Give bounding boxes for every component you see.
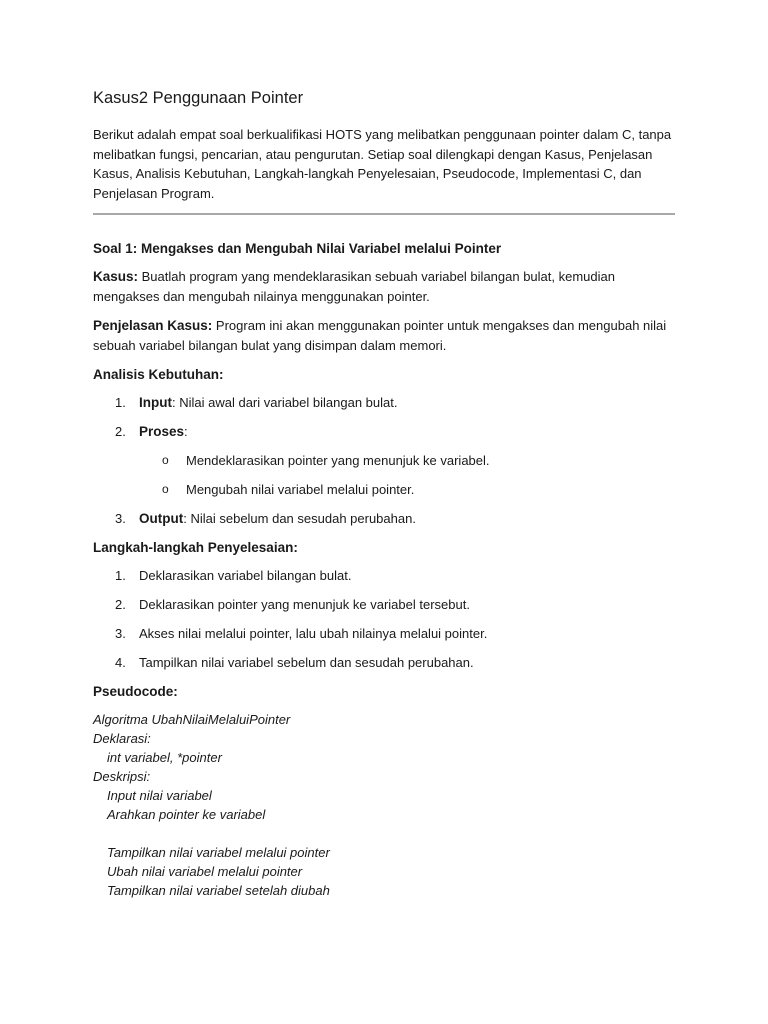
langkah-text: Akses nilai melalui pointer, lalu ubah nilainya melalui pointer.: [139, 626, 488, 641]
proses-text: :: [184, 424, 188, 439]
horizontal-divider: [93, 213, 675, 215]
pseudocode-line: Tampilkan nilai variabel setelah diubah: [107, 883, 330, 898]
langkah-text: Deklarasikan pointer yang menunjuk ke variabel tersebut.: [139, 597, 470, 612]
analisis-item-input: [93, 393, 675, 412]
kasus-text: Buatlah program yang mendeklarasikan sebuah variabel bilangan bulat, kemudian mengakses dan mengubah nilainya menggunakan pointer.: [93, 269, 615, 304]
pseudocode-block: [93, 710, 675, 900]
list-number: 3.: [115, 511, 126, 526]
pseudocode-line: Ubah nilai variabel melalui pointer: [107, 864, 303, 879]
langkah-item: [93, 566, 675, 585]
kasus-paragraph: [93, 267, 675, 306]
analisis-item-output: [93, 509, 675, 528]
proses-subitem: [139, 451, 675, 470]
analisis-item-proses: [93, 422, 675, 499]
penjelasan-paragraph: [93, 316, 675, 355]
document-content: [93, 87, 675, 900]
proses-subitem-text: Mengubah nilai variabel melalui pointer.: [186, 482, 415, 497]
analisis-heading: Analisis Kebutuhan:: [93, 367, 224, 382]
proses-label: Proses: [139, 424, 185, 439]
langkah-list: [93, 566, 675, 672]
proses-sublist: [139, 451, 675, 499]
kasus-label: Kasus:: [93, 269, 139, 284]
pseudocode-line: Deklarasi:: [93, 731, 151, 746]
proses-subitem-text: Mendeklarasikan pointer yang menunjuk ke variabel.: [186, 453, 490, 468]
soal-1-title: Soal 1: Mengakses dan Mengubah Nilai Variabel melalui Pointer: [93, 241, 502, 256]
proses-subitem: [139, 480, 675, 499]
pseudocode-blank-line: [93, 824, 675, 843]
penjelasan-text: Program ini akan menggunakan pointer untuk mengakses dan mengubah nilai sebuah variabel bilangan bulat yang disimpan dalam memori.: [93, 318, 667, 353]
langkah-item: [93, 653, 675, 672]
langkah-text: Deklarasikan variabel bilangan bulat.: [139, 568, 352, 583]
circle-bullet-icon: o: [162, 453, 169, 467]
output-label: Output: [139, 511, 184, 526]
penjelasan-label: Penjelasan Kasus:: [93, 318, 213, 333]
list-number: 2.: [115, 597, 126, 612]
pseudocode-line: Algoritma UbahNilaiMelaluiPointer: [93, 712, 291, 727]
output-text: : Nilai sebelum dan sesudah perubahan.: [183, 511, 416, 526]
input-text: : Nilai awal dari variabel bilangan bulat.: [172, 395, 398, 410]
pseudocode-line: Input nilai variabel: [107, 788, 212, 803]
input-label: Input: [139, 395, 172, 410]
pseudocode-line: Tampilkan nilai variabel melalui pointer: [107, 845, 330, 860]
intro-paragraph: Berikut adalah empat soal berkualifikasi HOTS yang melibatkan penggunaan pointer dalam C, tanpa melibatkan fungsi, pencarian, atau pengurutan. Setiap soal dilengkapi dengan Kasus, Penjelasan Kasus, Analisis Kebutuhan, Langkah-langkah Penyelesaian, Pseudocode, Implementasi C, dan Penjelasan Program.: [93, 127, 672, 201]
list-number: 4.: [115, 655, 126, 670]
langkah-item: [93, 595, 675, 614]
analisis-list: [93, 393, 675, 528]
pseudocode-line: Arahkan pointer ke variabel: [107, 807, 266, 822]
list-number: 1.: [115, 568, 126, 583]
pseudocode-line: int variabel, *pointer: [107, 750, 222, 765]
pseudocode-line: Deskripsi:: [93, 769, 151, 784]
circle-bullet-icon: o: [162, 482, 169, 496]
pseudocode-heading: Pseudocode:: [93, 684, 178, 699]
list-number: 1.: [115, 395, 126, 410]
langkah-text: Tampilkan nilai variabel sebelum dan sesudah perubahan.: [139, 655, 474, 670]
langkah-item: [93, 624, 675, 643]
list-number: 3.: [115, 626, 126, 641]
list-number: 2.: [115, 424, 126, 439]
document-title: Kasus2 Penggunaan Pointer: [93, 89, 304, 107]
langkah-heading: Langkah-langkah Penyelesaian:: [93, 540, 298, 555]
